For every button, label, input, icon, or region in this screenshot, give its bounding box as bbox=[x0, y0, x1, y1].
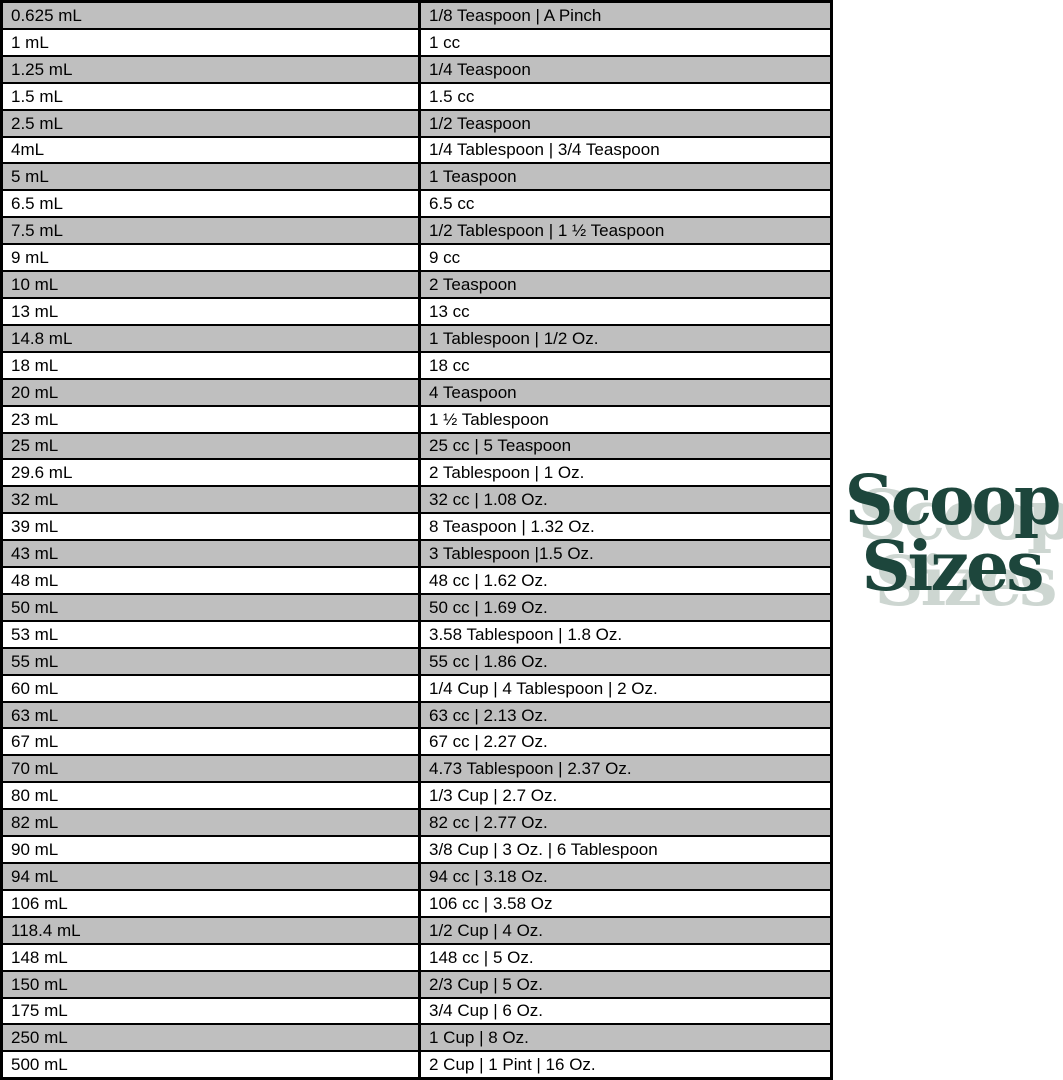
table-row bbox=[3, 972, 830, 999]
ml-cell: 29.6 mL bbox=[3, 460, 421, 485]
ml-cell: 25 mL bbox=[3, 434, 421, 459]
ml-cell: 39 mL bbox=[3, 514, 421, 539]
ml-cell: 32 mL bbox=[3, 487, 421, 512]
ml-cell: 9 mL bbox=[3, 245, 421, 270]
equivalent-cell: 1/2 Teaspoon bbox=[429, 113, 531, 133]
table-row bbox=[3, 487, 830, 514]
equivalent-cell: 3.58 Tablespoon | 1.8 Oz. bbox=[429, 624, 623, 644]
equivalent-cell: 3/4 Cup | 6 Oz. bbox=[429, 1001, 544, 1021]
ml-cell: 80 mL bbox=[3, 783, 421, 808]
table-row bbox=[3, 676, 830, 703]
ml-cell: 63 mL bbox=[3, 703, 421, 728]
table-row bbox=[3, 918, 830, 945]
table-row bbox=[3, 595, 830, 622]
ml-cell: 67 mL bbox=[3, 729, 421, 754]
ml-cell: 53 mL bbox=[3, 622, 421, 647]
equivalent-cell: 2 Tablespoon | 1 Oz. bbox=[429, 463, 585, 483]
table-row bbox=[3, 568, 830, 595]
ml-cell: 6.5 mL bbox=[3, 191, 421, 216]
table-row bbox=[3, 541, 830, 568]
equivalent-cell: 63 cc | 2.13 Oz. bbox=[429, 705, 548, 725]
equivalent-cell: 6.5 cc bbox=[429, 194, 475, 214]
ml-cell: 23 mL bbox=[3, 407, 421, 432]
equivalent-cell: 25 cc | 5 Teaspoon bbox=[429, 436, 572, 456]
ml-cell: 70 mL bbox=[3, 756, 421, 781]
equivalent-cell: 1/4 Tablespoon | 3/4 Teaspoon bbox=[429, 140, 660, 160]
table-row bbox=[3, 299, 830, 326]
table-row bbox=[3, 164, 830, 191]
equivalent-cell: 4 Teaspoon bbox=[429, 382, 517, 402]
ml-cell: 20 mL bbox=[3, 380, 421, 405]
table-row bbox=[3, 703, 830, 730]
equivalent-cell: 18 cc bbox=[429, 355, 470, 375]
ml-cell: 500 mL bbox=[3, 1052, 421, 1077]
equivalent-cell: 67 cc | 2.27 Oz. bbox=[429, 732, 548, 752]
ml-cell: 48 mL bbox=[3, 568, 421, 593]
equivalent-cell: 50 cc | 1.69 Oz. bbox=[429, 597, 548, 617]
ml-cell: 4mL bbox=[3, 138, 421, 163]
table-row bbox=[3, 111, 830, 138]
equivalent-cell: 2 Teaspoon bbox=[429, 275, 517, 295]
equivalent-cell: 1 ½ Tablespoon bbox=[429, 409, 549, 429]
ml-cell: 60 mL bbox=[3, 676, 421, 701]
table-row bbox=[3, 514, 830, 541]
ml-cell: 90 mL bbox=[3, 837, 421, 862]
equivalent-cell: 1 Tablespoon | 1/2 Oz. bbox=[429, 328, 599, 348]
equivalent-cell: 2/3 Cup | 5 Oz. bbox=[429, 974, 544, 994]
equivalent-cell: 82 cc | 2.77 Oz. bbox=[429, 813, 548, 833]
equivalent-cell: 48 cc | 1.62 Oz. bbox=[429, 570, 548, 590]
table-row bbox=[3, 30, 830, 57]
equivalent-cell: 1/3 Cup | 2.7 Oz. bbox=[429, 786, 558, 806]
ml-cell: 0.625 mL bbox=[3, 3, 421, 28]
table-row bbox=[3, 272, 830, 299]
table-row bbox=[3, 945, 830, 972]
ml-cell: 1.25 mL bbox=[3, 57, 421, 82]
ml-cell: 14.8 mL bbox=[3, 326, 421, 351]
equivalent-cell: 1/8 Teaspoon | A Pinch bbox=[429, 5, 602, 25]
logo-word-sizes: Sizes bbox=[861, 527, 1042, 607]
table-row bbox=[3, 218, 830, 245]
equivalent-cell: 106 cc | 3.58 Oz bbox=[429, 893, 553, 913]
equivalent-cell: 2 Cup | 1 Pint | 16 Oz. bbox=[429, 1055, 596, 1075]
ml-cell: 2.5 mL bbox=[3, 111, 421, 136]
ml-cell: 94 mL bbox=[3, 864, 421, 889]
table-row bbox=[3, 891, 830, 918]
equivalent-cell: 9 cc bbox=[429, 248, 461, 268]
ml-cell: 118.4 mL bbox=[3, 918, 421, 943]
table-row bbox=[3, 138, 830, 165]
logo-word-scoop: Scoop bbox=[844, 461, 1059, 541]
equivalent-cell: 1 Cup | 8 Oz. bbox=[429, 1028, 529, 1048]
table-row bbox=[3, 3, 830, 30]
ml-cell: 150 mL bbox=[3, 972, 421, 997]
ml-cell: 106 mL bbox=[3, 891, 421, 916]
ml-cell: 55 mL bbox=[3, 649, 421, 674]
table-row bbox=[3, 756, 830, 783]
table-row bbox=[3, 353, 830, 380]
ml-cell: 148 mL bbox=[3, 945, 421, 970]
table-row bbox=[3, 380, 830, 407]
equivalent-cell: 1/2 Cup | 4 Oz. bbox=[429, 920, 544, 940]
table-row bbox=[3, 245, 830, 272]
table-row bbox=[3, 1052, 830, 1077]
table-row bbox=[3, 783, 830, 810]
ml-cell: 18 mL bbox=[3, 353, 421, 378]
equivalent-cell: 148 cc | 5 Oz. bbox=[429, 947, 534, 967]
table-row bbox=[3, 864, 830, 891]
equivalent-cell: 94 cc | 3.18 Oz. bbox=[429, 866, 548, 886]
table-row bbox=[3, 84, 830, 111]
table-row bbox=[3, 729, 830, 756]
equivalent-cell: 3 Tablespoon |1.5 Oz. bbox=[429, 544, 594, 564]
equivalent-cell: 1/4 Teaspoon bbox=[429, 59, 531, 79]
ml-cell: 13 mL bbox=[3, 299, 421, 324]
ml-cell: 43 mL bbox=[3, 541, 421, 566]
equivalent-cell: 1 Teaspoon bbox=[429, 167, 517, 187]
ml-cell: 1.5 mL bbox=[3, 84, 421, 109]
table-row bbox=[3, 57, 830, 84]
ml-cell: 175 mL bbox=[3, 999, 421, 1024]
equivalent-cell: 13 cc bbox=[429, 301, 470, 321]
ml-cell: 7.5 mL bbox=[3, 218, 421, 243]
table-row bbox=[3, 407, 830, 434]
ml-cell: 50 mL bbox=[3, 595, 421, 620]
table-row bbox=[3, 622, 830, 649]
ml-cell: 5 mL bbox=[3, 164, 421, 189]
equivalent-cell: 55 cc | 1.86 Oz. bbox=[429, 651, 548, 671]
equivalent-cell: 1/2 Tablespoon | 1 ½ Teaspoon bbox=[429, 221, 665, 241]
table-row bbox=[3, 810, 830, 837]
table-row bbox=[3, 326, 830, 353]
table-row bbox=[3, 649, 830, 676]
table-row bbox=[3, 191, 830, 218]
equivalent-cell: 1 cc bbox=[429, 32, 461, 52]
table-row bbox=[3, 837, 830, 864]
table-row bbox=[3, 460, 830, 487]
ml-cell: 10 mL bbox=[3, 272, 421, 297]
table-row bbox=[3, 434, 830, 461]
equivalent-cell: 3/8 Cup | 3 Oz. | 6 Tablespoon bbox=[429, 840, 658, 860]
equivalent-cell: 1/4 Cup | 4 Tablespoon | 2 Oz. bbox=[429, 678, 658, 698]
scoop-sizes-logo bbox=[840, 461, 1063, 607]
ml-cell: 82 mL bbox=[3, 810, 421, 835]
ml-cell: 250 mL bbox=[3, 1025, 421, 1050]
equivalent-cell: 8 Teaspoon | 1.32 Oz. bbox=[429, 517, 595, 537]
equivalent-cell: 1.5 cc bbox=[429, 86, 475, 106]
equivalent-cell: 32 cc | 1.08 Oz. bbox=[429, 490, 548, 510]
equivalent-cell: 4.73 Tablespoon | 2.37 Oz. bbox=[429, 759, 632, 779]
table-row bbox=[3, 999, 830, 1026]
table-row bbox=[3, 1025, 830, 1052]
ml-cell: 1 mL bbox=[3, 30, 421, 55]
